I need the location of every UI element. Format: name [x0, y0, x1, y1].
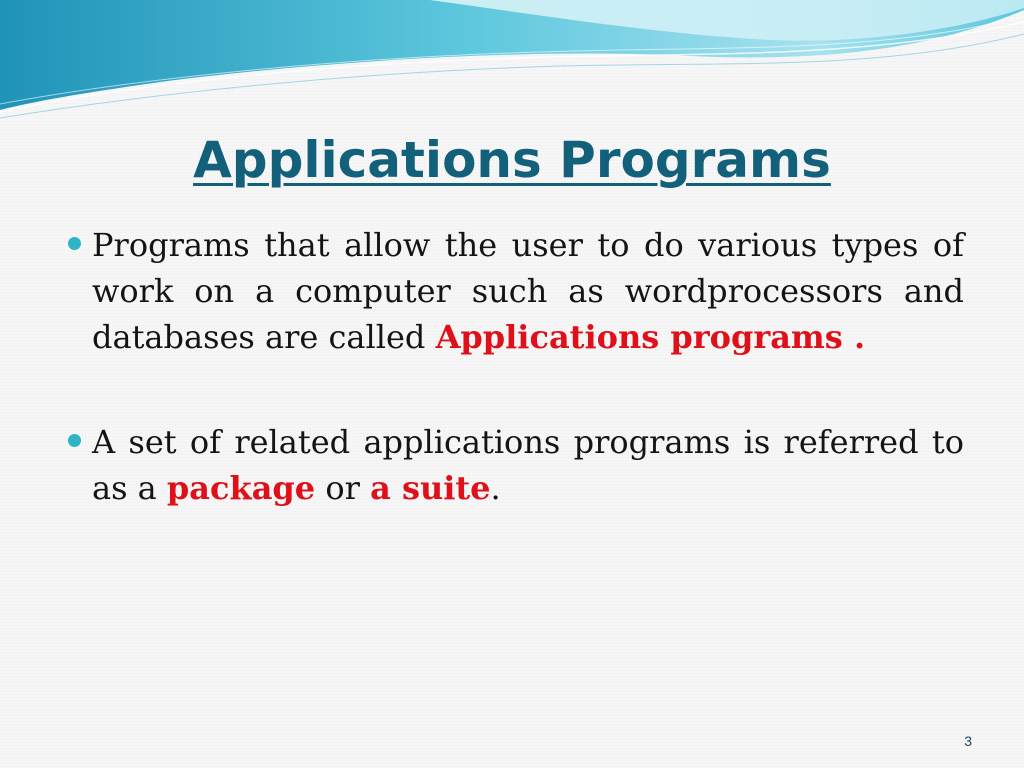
bullet-text-or: or: [315, 469, 371, 507]
emphasis-applications-programs: Applications programs .: [435, 318, 866, 356]
bullet-text: Programs that allow the user to do various types of work on a computer such as wordprocessors and databases are called: [92, 226, 964, 356]
bullet-text: A set of related applications programs is referred to as a: [92, 423, 964, 507]
bullet-text-period: .: [490, 469, 501, 507]
emphasis-package: package: [166, 469, 316, 507]
bullet-item-package-suite: [62, 419, 964, 511]
emphasis-a-suite: a suite: [370, 469, 491, 507]
bullet-icon: [68, 434, 81, 447]
slide-title: Applications Programs: [193, 131, 831, 189]
bullet-icon: [68, 237, 81, 250]
wave-header-decoration: [0, 0, 1024, 130]
bullet-item-applications-programs: [62, 222, 964, 360]
bullet-list: [62, 222, 964, 511]
page-number: 3: [964, 733, 972, 749]
